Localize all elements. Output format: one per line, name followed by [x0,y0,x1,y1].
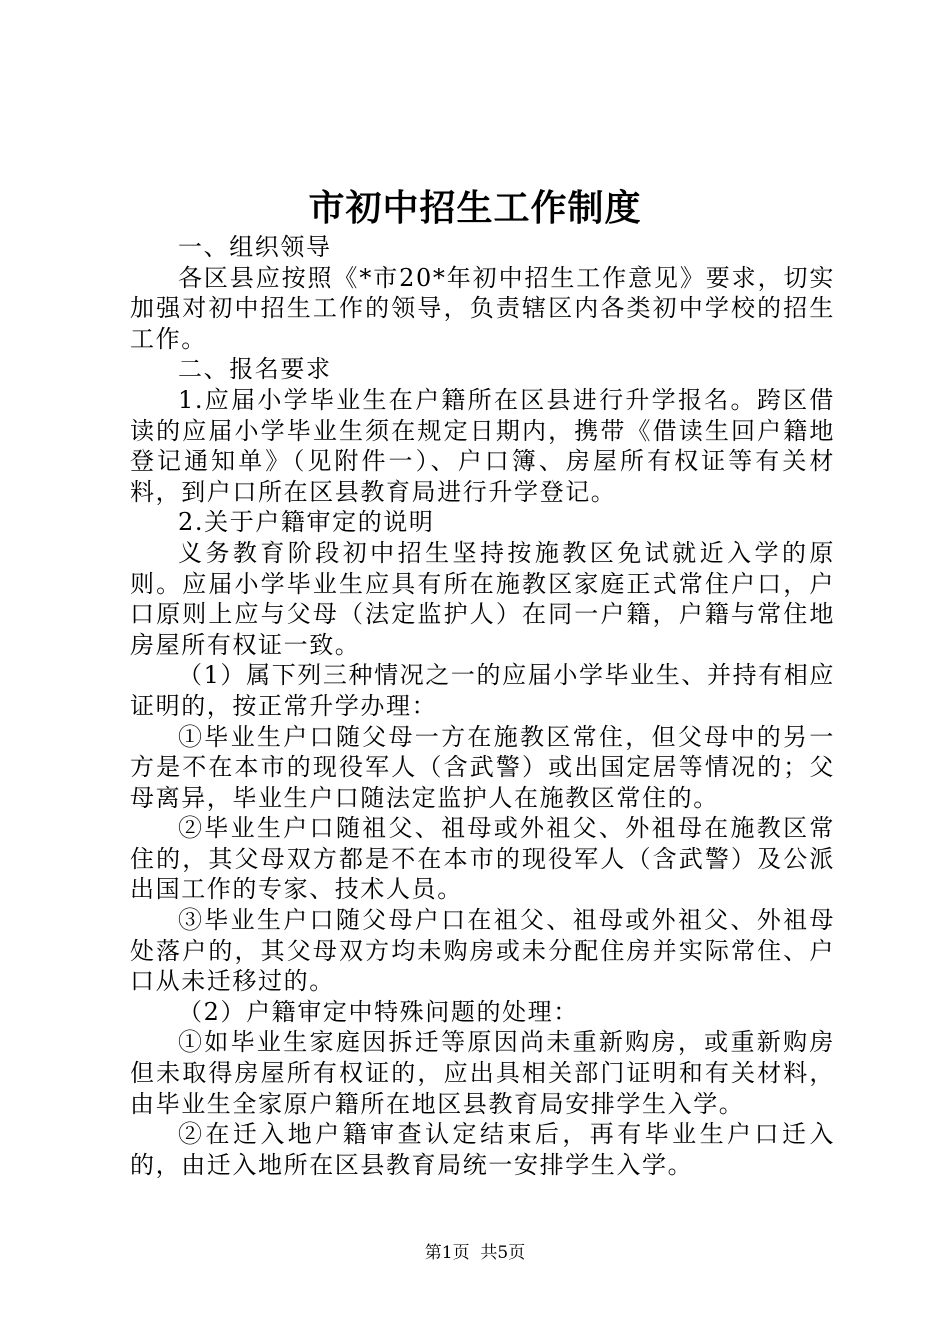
page-footer: 第1页 共5页 [424,1243,526,1263]
section-heading-organization: 一、组织领导 [178,233,332,261]
section-heading-registration: 二、报名要求 [178,355,332,384]
paragraph-registration-1: 1.应届小学毕业生在户籍所在区县进行升学报名。跨区借读的应届小学毕业生须在规定日期内，携带《借读生回户籍地登记通知单》（见附件一）、户口簿、房屋所有权证等有关材料，到户口所在区县教育局进行升学登记。 [130,385,835,506]
paragraph-case-1-item-1: ①毕业生户口随父母一方在施教区常住，但父母中的另一方是不在本市的现役军人（含武警）或出国定居等情况的；父母离异，毕业生户口随法定监护人在施教区常住的。 [130,722,835,812]
paragraph-case-2-item-1: ①如毕业生家庭因拆迁等原因尚未重新购房，或重新购房但未取得房屋所有权证的，应出具相关部门证明和有关材料，由毕业生全家原户籍所在地区县教育局安排学生入学。 [130,1028,835,1118]
paragraph-household-principle: 义务教育阶段初中招生坚持按施教区免试就近入学的原则。应届小学毕业生应具有所在施教区家庭正式常住户口，户口原则上应与父母（法定监护人）在同一户籍，户籍与常住地房屋所有权证一致。 [130,538,835,659]
paragraph-case-2: （2）户籍审定中特殊问题的处理： [178,997,579,1026]
paragraph-case-1: （1）属下列三种情况之一的应届小学毕业生、并持有相应证明的，按正常升学办理： [130,661,835,720]
subheading-household-review: 2.关于户籍审定的说明 [178,508,435,537]
document-title: 市初中招生工作制度 [308,187,642,229]
paragraph-case-2-item-2: ②在迁入地户籍审查认定结束后，再有毕业生户口迁入的，由迁入地所在区县教育局统一安排学生入学。 [130,1120,835,1179]
paragraph-case-1-item-2: ②毕业生户口随祖父、祖母或外祖父、外祖母在施教区常住的，其父母双方都是不在本市的现役军人（含武警）及公派出国工作的专家、技术人员。 [130,814,835,904]
document-body [130,232,835,1180]
paragraph-case-1-item-3: ③毕业生户口随父母户口在祖父、祖母或外祖父、外祖母处落户的，其父母双方均未购房或未分配住房并实际常住、户口从未迁移过的。 [130,906,835,996]
paragraph-organization: 各区县应按照《*市20*年初中招生工作意见》要求，切实加强对初中招生工作的领导，负责辖区内各类初中学校的招生工作。 [130,263,835,353]
